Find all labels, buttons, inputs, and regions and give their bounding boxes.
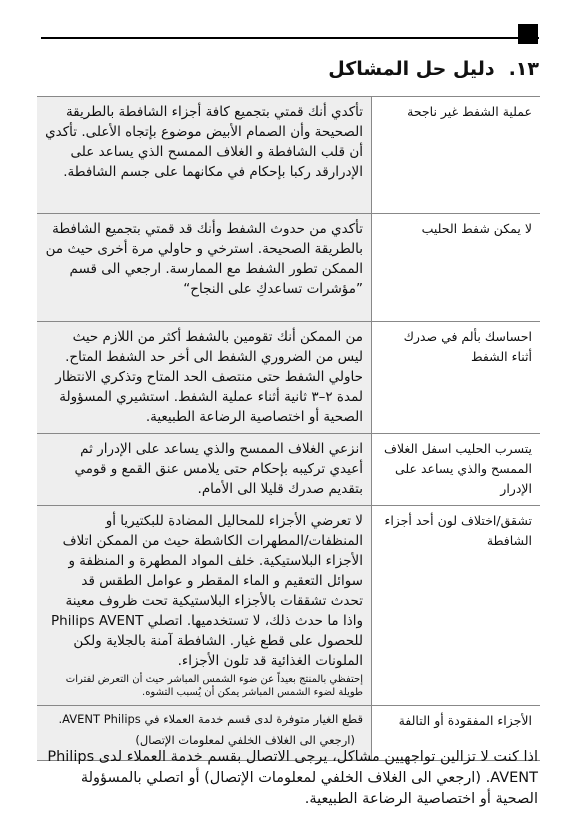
sunlight-note: إحتفظي بالمنتج بعيداً عن ضوء الشمس المباشر حيث أن التعرض لفترات طويلة لضوء الشمس المباشر يمكن أن يُسبب التشوه.	[65, 674, 363, 698]
section-number: ١٣.	[508, 58, 539, 80]
troubleshooting-table	[37, 96, 540, 761]
problem-cell: تشقق/اختلاف لون أحد أجزاء الشافطة	[372, 506, 541, 706]
solution-cell: انزعي الغلاف الممسح والذي يساعد على الإدرار ثم أعيدي تركيبه بإحكام حتى يلامس عنق القمع و قومي بتقديم صدرك قليلا الى الأمام.	[37, 434, 372, 506]
problem-cell: الأجزاء المفقودة أو التالفة	[372, 706, 541, 761]
table-row	[37, 97, 540, 214]
solution-cell: تأكدي من حدوث الشفط وأنك قد قمتي بتجميع الشافطة بالطريقة الصحيحة. استرخي و حاولي مرة أخرى حيث من الممكن تطور الشفط مع الممارسة. ارجعي الى قسم ”مؤشرات تساعدكِ على النجاح“	[37, 214, 372, 322]
problem-cell: عملية الشفط غير ناجحة	[372, 97, 541, 214]
problem-cell: يتسرب الحليب اسفل الغلاف الممسح والذي يساعد على الإدرار	[372, 434, 541, 506]
solution-cell: تأكدي أنك قمتي بتجميع كافة أجزاء الشافطة بالطريقة الصحيحة وأن الصمام الأبيض موضوع بإتجاه الأعلى. تأكدي أن قلب الشافطة و الغلاف الممسح الذي يساعد على الإدرارقد ركبا بإحكام في مكانهما على جسم الشافطة.	[37, 97, 372, 214]
table-row	[37, 506, 540, 706]
solution-text: لا تعرضي الأجزاء للمحاليل المضادة للبكتيريا أو المنظفات/المطهرات الكاشطة حيث من الممكن اتلاف الأجزاء البلاستيكية. خلف المواد المطهرة و المنظفة و سوائل التعقيم و الماء المقطر و عوامل الطقس قد تحدث تشققات بالأجزاء البلاستيكية تحت ظروف معينة واذا ما حدث ذلك، لا تستخدميها. اتصلي Philips AVENT للحصول على قطع غيار. الشافطة آمنة بالجلاية ولكن الملونات الغذائية قد تلون الأجزاء.	[51, 513, 363, 669]
table-row	[37, 322, 540, 434]
corner-block	[518, 24, 538, 44]
page-title	[200, 58, 539, 80]
table-row	[37, 434, 540, 506]
problem-cell: احساسك بألم في صدرك أثناء الشفط	[372, 322, 541, 434]
table-row	[37, 214, 540, 322]
footer-paragraph: اذا كنت لا تزالين تواجهيين مشاكل، يرجى الاتصال بقسم خدمة العملاء لدى Philips AVENT. (ارجعي الى الغلاف الخلفي لمعلومات الإتصال) أو اتصلي بالمسؤولة الصحية أو اختصاصية الرضاعة الطبيعية.	[47, 749, 538, 807]
solution-cell	[37, 506, 372, 706]
solution-cell: من الممكن أنك تقومين بالشفط أكثر من اللازم حيث ليس من الضروري الشفط الى أخر حد الشفط المتاح. حاولي الشفط حتى منتصف الحد المتاح وتذكري الانتظار لمدة ٢–٣ ثانية أثناء عملية الشفط. استشيري المسؤولة الصحية أو اختصاصية الرضاعة الطبيعية.	[37, 322, 372, 434]
section-title: دليل حل المشاكل	[328, 58, 495, 80]
solution-text: قطع الغيار متوفرة لدى قسم خدمة العملاء في AVENT Philips.	[58, 712, 363, 726]
top-rule	[41, 37, 539, 39]
contact-note: (ارجعي الى الغلاف الخلفي لمعلومات الإتصال)	[135, 733, 355, 747]
problem-cell: لا يمكن شفط الحليب	[372, 214, 541, 322]
